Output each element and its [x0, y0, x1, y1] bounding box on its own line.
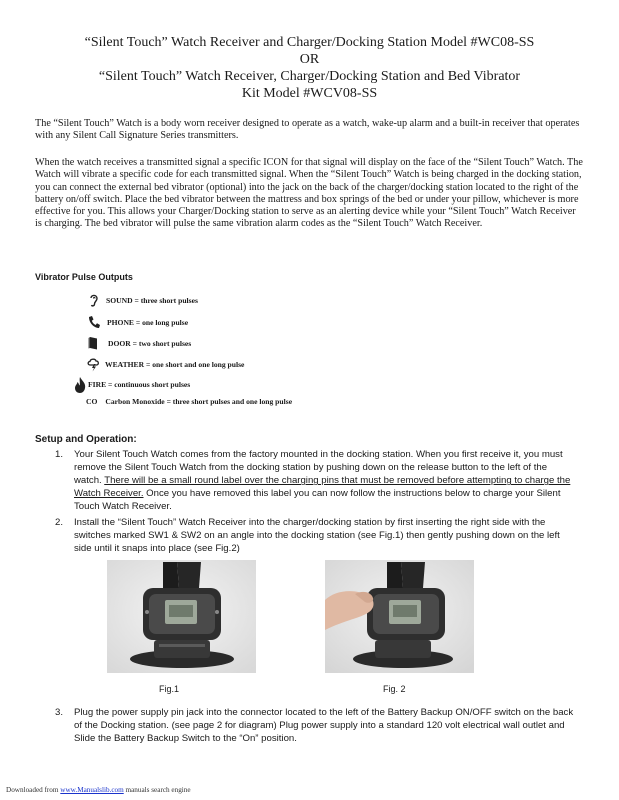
step-1-text-a: Your Silent Touch Watch comes from the factory mounted in the docking station. When you first receive it, you must remove the Silent Touch Watch from the docking station by pushing down on the release button to the left of the watch. [74, 449, 563, 487]
vibrator-heading: Vibrator Pulse Outputs [35, 272, 133, 282]
step-1-text-c: Once you have removed this label you can now follow the instructions below to charge your Silent Touch Watch Receiver. [74, 488, 561, 513]
figure-1-caption: Fig.1 [159, 684, 180, 694]
step-1-number: 1. [55, 449, 64, 460]
setup-heading: Setup and Operation: [35, 434, 137, 445]
step-2 [55, 516, 575, 555]
phone-icon [86, 314, 102, 330]
pulse-item-phone [86, 314, 188, 330]
intro-paragraph-1: The “Silent Touch” Watch is a body worn receiver designed to operate as a watch, wake-up alarm and a built-in receiver that operates with any Silent Call Signature Series transmitters. [35, 118, 580, 142]
step-3-text: Plug the power supply pin jack into the connector located to the left of the Battery Backup ON/OFF switch on the back of the Docking station. (see page 2 for diagram) Plug power supply into a standard 120 volt electrical wall outlet and Slide the Battery Backup Switch to the “On” position. [74, 707, 574, 745]
weather-icon [86, 356, 102, 372]
pulse-text-door: DOOR = two short pulses [108, 338, 192, 348]
pulse-text-weather: WEATHER = one short and one long pulse [105, 359, 245, 369]
page-footer [6, 786, 191, 794]
pulse-text-co: Carbon Monoxide = three short pulses and one long pulse [105, 397, 293, 406]
step-2-text: Install the “Silent Touch” Watch Receiver into the charger/docking station by first inserting the right side with the switches marked SW1 & SW2 on an angle into the docking station (see Fig.1) then gently pushing down on the left side until it snaps into place (see Fig.2) [74, 517, 560, 555]
step-2-number: 2. [55, 517, 64, 528]
step-1 [55, 448, 575, 513]
step-3 [55, 706, 575, 745]
door-icon [86, 335, 102, 351]
document-title [0, 34, 619, 102]
step-3-number: 3. [55, 707, 64, 718]
pulse-item-sound [86, 292, 198, 308]
manualslib-link[interactable]: www.Manualslib.com [60, 786, 124, 794]
pulse-item-co [86, 397, 292, 406]
title-line-2: OR [299, 52, 320, 67]
pulse-text-fire: FIRE = continuous short pulses [88, 379, 191, 389]
pulse-item-fire [72, 376, 190, 392]
ear-icon [86, 292, 102, 308]
figure-2-caption: Fig. 2 [383, 684, 406, 694]
co-label: CO [86, 397, 98, 406]
pulse-text-sound: SOUND = three short pulses [106, 295, 198, 305]
pulse-text-phone: PHONE = one long pulse [107, 317, 189, 327]
title-line-3: “Silent Touch” Watch Receiver, Charger/Docking Station and Bed Vibrator [98, 69, 521, 84]
footer-suffix: manuals search engine [123, 786, 191, 794]
footer-prefix: Downloaded from [6, 786, 61, 794]
pulse-item-weather [86, 356, 244, 372]
title-line-4: Kit Model #WCV08-SS [241, 86, 378, 101]
pulse-item-door [86, 335, 191, 351]
fire-icon [72, 376, 88, 392]
step-1-text [74, 448, 575, 513]
figure-1-photo [107, 560, 256, 673]
title-line-1: “Silent Touch” Watch Receiver and Charger/Docking Station Model #WC08-SS [84, 35, 535, 50]
intro-paragraph-2: When the watch receives a transmitted signal a specific ICON for that signal will display on the face of the “Silent Touch” Watch. The Watch will vibrate a specific code for each transmitted signal. When the “Silent Touch” Watch is being charged in the docking station, you can connect the external bed vibrator (optional) into the jack on the back of the charger/docking station located to the right of the battery on/off switch. Place the bed vibrator between the mattress and box springs of the bed or under your pillow, whichever is more effective for you. This allows your Charger/Docking station to serve as an alerting device while your “Silent Touch” Watch Receiver is charging. The bed vibrator will pulse the same vibration alarm codes as the “Silent Touch” Watch Receiver. [35, 157, 583, 230]
figure-2-photo [325, 560, 474, 673]
step-1-warning: There will be a small round label over the charging pins that must be removed before attempting to charge the Watch Receiver. [74, 475, 571, 500]
